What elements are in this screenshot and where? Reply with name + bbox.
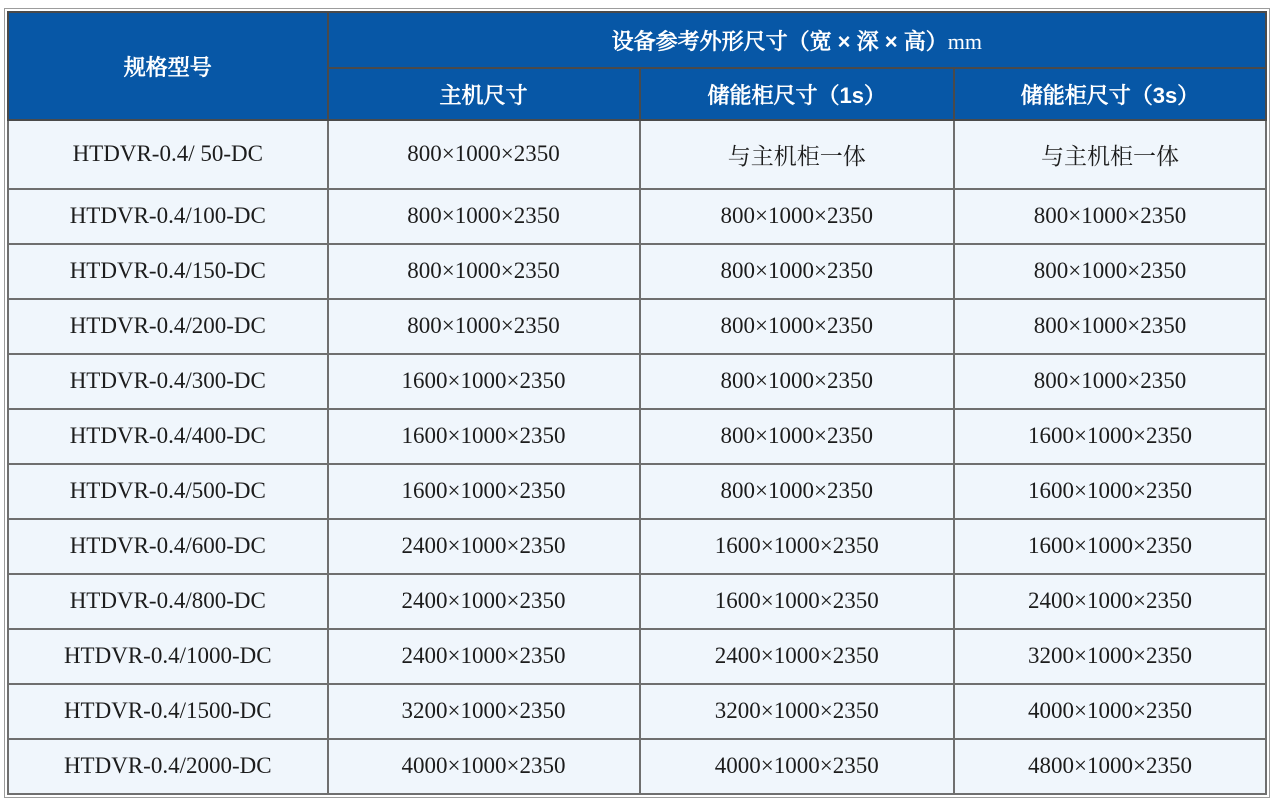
cell-storage-1s: 与主机柜一体 [640,120,955,189]
table-row [8,409,1266,464]
header-cell-storage-1s: 储能柜尺寸（1s） [640,68,955,120]
cell-storage-1s: 3200×1000×2350 [640,684,955,739]
cell-storage-1s: 1600×1000×2350 [640,519,955,574]
cell-model: HTDVR-0.4/1000-DC [8,629,328,684]
cell-host-size: 4000×1000×2350 [328,739,640,794]
cell-model: HTDVR-0.4/600-DC [8,519,328,574]
table-row [8,464,1266,519]
cell-storage-1s: 2400×1000×2350 [640,629,955,684]
cell-storage-1s: 800×1000×2350 [640,244,955,299]
cell-storage-3s: 4000×1000×2350 [954,684,1266,739]
spec-table-body [8,120,1266,794]
cell-storage-3s: 1600×1000×2350 [954,409,1266,464]
table-row [8,189,1266,244]
cell-storage-3s: 800×1000×2350 [954,189,1266,244]
table-row [8,244,1266,299]
cell-host-size: 3200×1000×2350 [328,684,640,739]
cell-model: HTDVR-0.4/200-DC [8,299,328,354]
table-row [8,684,1266,739]
cell-storage-1s: 800×1000×2350 [640,354,955,409]
cell-host-size: 800×1000×2350 [328,120,640,189]
cell-storage-3s: 3200×1000×2350 [954,629,1266,684]
table-row [8,354,1266,409]
header-cell-dim-group [328,12,1266,68]
cell-storage-1s: 800×1000×2350 [640,189,955,244]
table-row [8,120,1266,189]
cell-model: HTDVR-0.4/500-DC [8,464,328,519]
cell-storage-3s: 1600×1000×2350 [954,519,1266,574]
cell-storage-3s: 与主机柜一体 [954,120,1266,189]
cell-model: HTDVR-0.4/2000-DC [8,739,328,794]
cell-storage-1s: 4000×1000×2350 [640,739,955,794]
table-row [8,299,1266,354]
table-row [8,739,1266,794]
cell-storage-3s: 2400×1000×2350 [954,574,1266,629]
cell-model: HTDVR-0.4/150-DC [8,244,328,299]
spec-table-header [8,12,1266,120]
header-dim-group-title: 设备参考外形尺寸（宽 × 深 × 高） [611,28,948,54]
cell-storage-3s: 4800×1000×2350 [954,739,1266,794]
header-cell-spec-model: 规格型号 [8,12,328,120]
cell-storage-1s: 1600×1000×2350 [640,574,955,629]
cell-model: HTDVR-0.4/ 50-DC [8,120,328,189]
cell-storage-3s: 800×1000×2350 [954,244,1266,299]
cell-host-size: 2400×1000×2350 [328,629,640,684]
cell-host-size: 800×1000×2350 [328,189,640,244]
cell-model: HTDVR-0.4/800-DC [8,574,328,629]
header-cell-host-size: 主机尺寸 [328,68,640,120]
cell-model: HTDVR-0.4/100-DC [8,189,328,244]
cell-model: HTDVR-0.4/400-DC [8,409,328,464]
cell-host-size: 800×1000×2350 [328,299,640,354]
table-row [8,519,1266,574]
table-row [8,629,1266,684]
header-cell-storage-3s: 储能柜尺寸（3s） [954,68,1266,120]
cell-storage-1s: 800×1000×2350 [640,299,955,354]
cell-storage-1s: 800×1000×2350 [640,409,955,464]
cell-model: HTDVR-0.4/300-DC [8,354,328,409]
cell-host-size: 2400×1000×2350 [328,519,640,574]
cell-host-size: 2400×1000×2350 [328,574,640,629]
cell-storage-3s: 800×1000×2350 [954,354,1266,409]
cell-host-size: 1600×1000×2350 [328,409,640,464]
cell-storage-3s: 800×1000×2350 [954,299,1266,354]
cell-storage-3s: 1600×1000×2350 [954,464,1266,519]
cell-host-size: 1600×1000×2350 [328,464,640,519]
header-row-top [8,12,1266,68]
cell-storage-1s: 800×1000×2350 [640,464,955,519]
spec-table [7,11,1267,795]
spec-table-container [4,8,1270,798]
table-row [8,574,1266,629]
cell-host-size: 800×1000×2350 [328,244,640,299]
cell-host-size: 1600×1000×2350 [328,354,640,409]
cell-model: HTDVR-0.4/1500-DC [8,684,328,739]
header-dim-group-unit: mm [947,28,982,54]
